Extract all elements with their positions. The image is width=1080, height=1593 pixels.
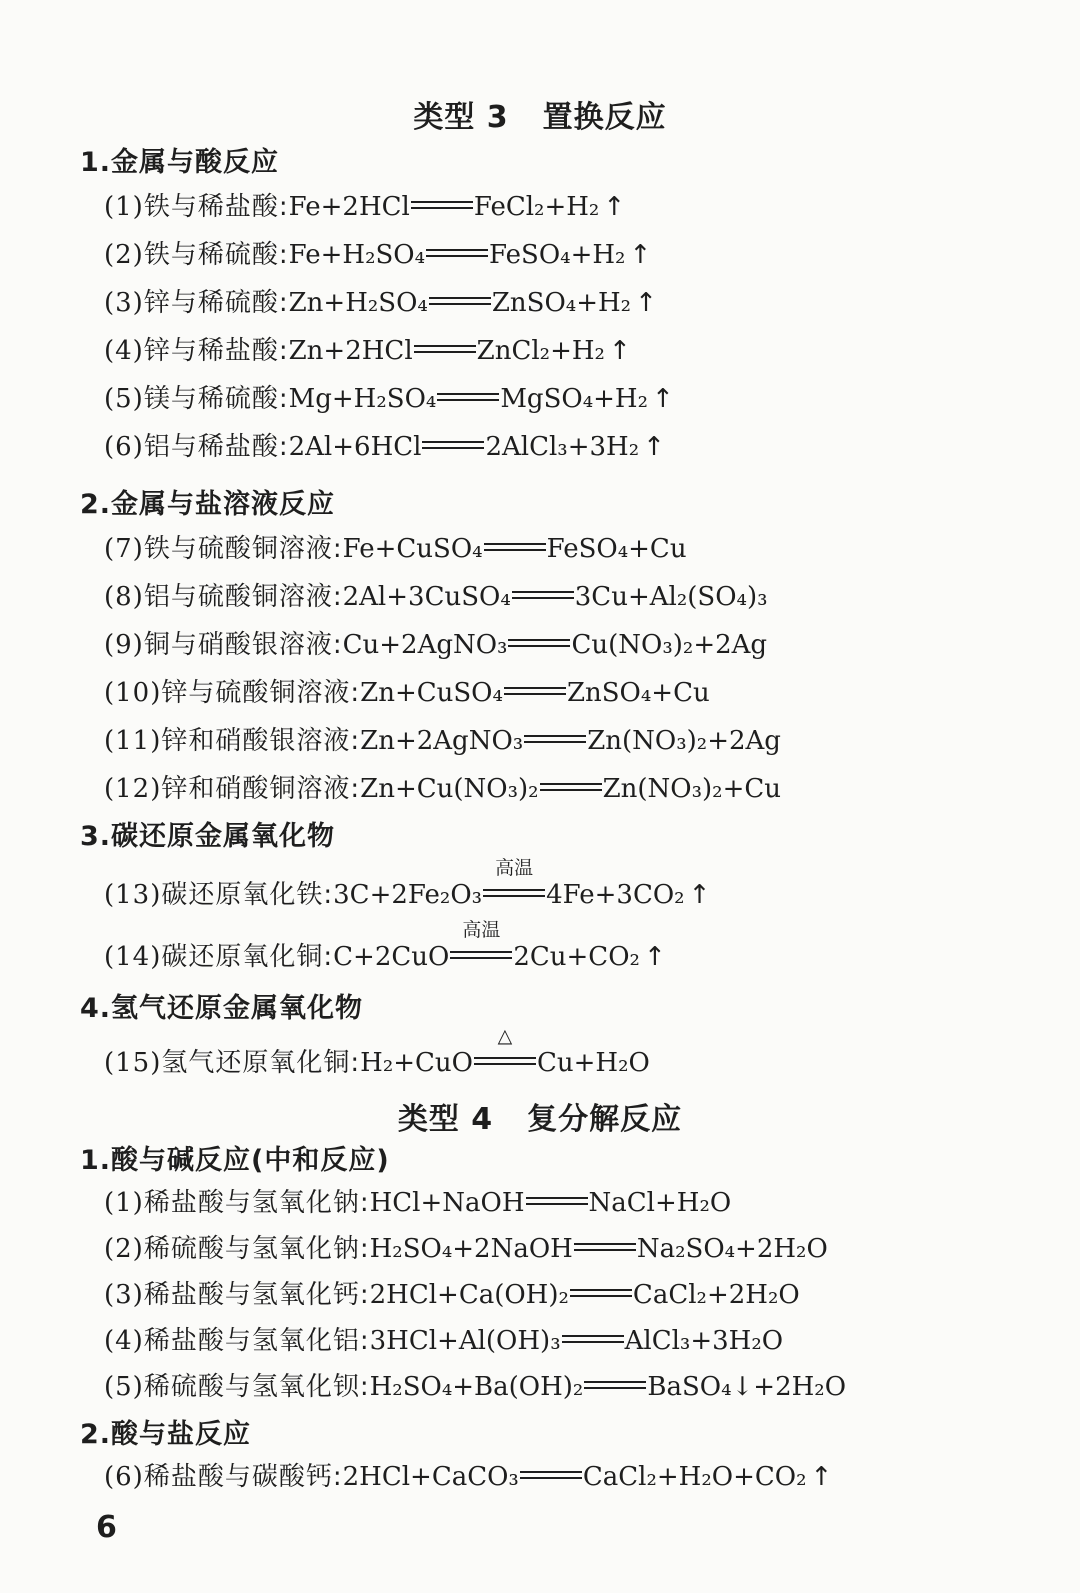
equals-sign bbox=[508, 637, 570, 649]
equals-sign bbox=[574, 1241, 636, 1253]
reaction-lhs: Zn+CuSO₄ bbox=[360, 678, 503, 708]
reaction-name: 铁与稀盐酸: bbox=[143, 192, 289, 222]
gas-arrow-icon: ↑ bbox=[652, 384, 674, 414]
equals-sign bbox=[562, 1333, 624, 1345]
reaction-number: (2) bbox=[104, 1234, 144, 1264]
reaction-lhs: Fe+CuSO₄ bbox=[342, 534, 483, 564]
equals-sign bbox=[422, 439, 484, 451]
equals-sign bbox=[474, 1025, 536, 1067]
reaction-name: 碳还原氧化铁: bbox=[161, 880, 334, 910]
equals-sign bbox=[483, 857, 545, 899]
equals-sign bbox=[429, 295, 491, 307]
reaction-lhs: HCl+NaOH bbox=[369, 1188, 525, 1218]
equals-sign bbox=[484, 541, 546, 553]
reaction-rhs: FeCl₂+H₂ bbox=[473, 192, 600, 222]
gas-arrow-icon: ↑ bbox=[603, 192, 626, 222]
reaction-number: (2) bbox=[104, 240, 144, 270]
reaction-rhs: Zn(NO₃)₂+Cu bbox=[602, 774, 782, 804]
reaction-line bbox=[104, 1324, 783, 1358]
reaction-line bbox=[104, 334, 631, 368]
reaction-name: 稀盐酸与氢氧化钠: bbox=[143, 1188, 370, 1218]
reaction-line bbox=[104, 190, 625, 224]
reaction-lhs: H₂+CuO bbox=[360, 1048, 473, 1078]
reaction-number: (15) bbox=[104, 1048, 162, 1078]
reaction-lhs: Zn+2AgNO₃ bbox=[360, 726, 524, 756]
reaction-lhs: Zn+H₂SO₄ bbox=[288, 288, 428, 318]
reaction-number: (5) bbox=[104, 1372, 144, 1402]
reaction-number: (7) bbox=[104, 534, 144, 564]
reaction-lhs: H₂SO₄+Ba(OH)₂ bbox=[369, 1372, 584, 1402]
reaction-rhs: AlCl₃+3H₂O bbox=[624, 1326, 784, 1356]
reaction-line bbox=[104, 919, 666, 974]
reaction-line bbox=[104, 382, 674, 416]
equals-sign bbox=[512, 589, 574, 601]
reaction-line bbox=[104, 430, 665, 464]
reaction-rhs: FeSO₄+H₂ bbox=[489, 240, 626, 270]
reaction-rhs: Cu+H₂O bbox=[536, 1048, 650, 1078]
reaction-name: 氢气还原氧化铜: bbox=[161, 1048, 361, 1078]
reaction-line bbox=[104, 676, 710, 710]
reaction-number: (8) bbox=[104, 582, 144, 612]
reaction-rhs: 4Fe+3CO₂ bbox=[546, 880, 685, 910]
reaction-name: 铁与硫酸铜溶液: bbox=[143, 534, 343, 564]
equals-sign bbox=[450, 919, 512, 961]
reaction-name: 稀硫酸与氢氧化钠: bbox=[143, 1234, 370, 1264]
reaction-name: 铜与硝酸银溶液: bbox=[143, 630, 343, 660]
reaction-rhs: 2Cu+CO₂ bbox=[513, 942, 640, 972]
reaction-rhs: 3Cu+Al₂(SO₄)₃ bbox=[574, 582, 768, 612]
type3-title-label: 类型 3 bbox=[413, 100, 509, 135]
equals-sign bbox=[584, 1379, 646, 1391]
reaction-number: (13) bbox=[104, 880, 162, 910]
reaction-number: (6) bbox=[104, 432, 144, 462]
reaction-number: (5) bbox=[104, 384, 144, 414]
reaction-line bbox=[104, 580, 768, 614]
reaction-line bbox=[104, 1025, 650, 1080]
reaction-condition: △ bbox=[497, 1025, 513, 1047]
reaction-name: 铝与稀盐酸: bbox=[143, 432, 289, 462]
reaction-condition: 高温 bbox=[462, 919, 501, 941]
gas-arrow-icon: ↑ bbox=[643, 432, 665, 462]
reaction-rhs: Cu(NO₃)₂+2Ag bbox=[571, 630, 768, 660]
reaction-lhs: 2HCl+CaCO₃ bbox=[342, 1462, 519, 1492]
reaction-rhs: CaCl₂+2H₂O bbox=[632, 1280, 800, 1310]
reaction-lhs: C+2CuO bbox=[333, 942, 450, 972]
reaction-rhs: ZnSO₄+Cu bbox=[566, 678, 710, 708]
section-heading: 2.酸与盐反应 bbox=[80, 1419, 252, 1450]
reaction-number: (3) bbox=[104, 1280, 144, 1310]
reaction-name: 稀盐酸与氢氧化钙: bbox=[143, 1280, 370, 1310]
reaction-line bbox=[104, 1460, 832, 1494]
gas-arrow-icon: ↑ bbox=[629, 240, 652, 270]
gas-arrow-icon: ↑ bbox=[635, 288, 657, 318]
reaction-rhs: MgSO₄+H₂ bbox=[500, 384, 649, 414]
reaction-line bbox=[104, 1186, 731, 1220]
reaction-line bbox=[104, 238, 651, 272]
reaction-name: 铁与稀硫酸: bbox=[143, 240, 289, 270]
reaction-number: (10) bbox=[104, 678, 162, 708]
section-heading: 1.金属与酸反应 bbox=[80, 147, 280, 178]
gas-arrow-icon: ↑ bbox=[810, 1462, 833, 1492]
reaction-rhs: BaSO₄↓+2H₂O bbox=[647, 1372, 847, 1402]
gas-arrow-icon: ↑ bbox=[608, 336, 631, 366]
reaction-rhs: Zn(NO₃)₂+2Ag bbox=[587, 726, 781, 756]
reaction-name: 锌和硝酸铜溶液: bbox=[161, 774, 361, 804]
reaction-number: (1) bbox=[104, 192, 144, 222]
reaction-number: (14) bbox=[104, 942, 162, 972]
equals-sign bbox=[570, 1287, 632, 1299]
reaction-line bbox=[104, 857, 711, 912]
reaction-rhs: ZnCl₂+H₂ bbox=[476, 336, 605, 366]
reaction-lhs: 2HCl+Ca(OH)₂ bbox=[369, 1280, 569, 1310]
reaction-name: 锌与硫酸铜溶液: bbox=[161, 678, 361, 708]
gas-arrow-icon: ↑ bbox=[688, 880, 711, 910]
reaction-lhs: 3HCl+Al(OH)₃ bbox=[369, 1326, 561, 1356]
reaction-lhs: 2Al+6HCl bbox=[288, 432, 422, 462]
equals-sign bbox=[520, 1469, 582, 1481]
reaction-name: 碳还原氧化铜: bbox=[161, 942, 334, 972]
reaction-rhs: ZnSO₄+H₂ bbox=[491, 288, 632, 318]
equals-sign bbox=[504, 685, 566, 697]
reaction-rhs: 2AlCl₃+3H₂ bbox=[485, 432, 640, 462]
page-number: 6 bbox=[96, 1510, 117, 1545]
reaction-line bbox=[104, 532, 687, 566]
reaction-name: 锌与稀硫酸: bbox=[143, 288, 289, 318]
reaction-lhs: Mg+H₂SO₄ bbox=[288, 384, 437, 414]
reaction-lhs: Cu+2AgNO₃ bbox=[342, 630, 508, 660]
section-heading: 4.氢气还原金属氧化物 bbox=[80, 993, 364, 1024]
equals-sign bbox=[426, 247, 488, 259]
equals-sign bbox=[540, 781, 602, 793]
reaction-line bbox=[104, 628, 767, 662]
equals-sign bbox=[526, 1195, 588, 1207]
reaction-lhs: 3C+2Fe₂O₃ bbox=[333, 880, 483, 910]
equals-sign bbox=[414, 343, 476, 355]
reaction-line bbox=[104, 286, 657, 320]
reaction-name: 稀硫酸与氢氧化钡: bbox=[143, 1372, 370, 1402]
type3-title bbox=[0, 92, 1080, 136]
equals-sign bbox=[411, 199, 473, 211]
section-heading: 1.酸与碱反应(中和反应) bbox=[80, 1145, 390, 1176]
section-heading: 3.碳还原金属氧化物 bbox=[80, 821, 336, 852]
reaction-line bbox=[104, 1370, 846, 1404]
reaction-number: (12) bbox=[104, 774, 162, 804]
reaction-rhs: CaCl₂+H₂O+CO₂ bbox=[582, 1462, 807, 1492]
reaction-lhs: Fe+2HCl bbox=[288, 192, 410, 222]
equals-sign bbox=[524, 733, 586, 745]
reaction-line bbox=[104, 1278, 800, 1312]
reaction-line bbox=[104, 1232, 828, 1266]
reaction-rhs: Na₂SO₄+2H₂O bbox=[636, 1234, 828, 1264]
type4-title bbox=[0, 1094, 1080, 1138]
reaction-lhs: 2Al+3CuSO₄ bbox=[342, 582, 511, 612]
reaction-number: (1) bbox=[104, 1188, 144, 1218]
type4-title-label: 类型 4 bbox=[397, 1102, 494, 1137]
reaction-lhs: H₂SO₄+2NaOH bbox=[369, 1234, 573, 1264]
reaction-name: 稀盐酸与碳酸钙: bbox=[143, 1462, 343, 1492]
equals-sign bbox=[437, 391, 499, 403]
reaction-name: 铝与硫酸铜溶液: bbox=[143, 582, 343, 612]
reaction-name: 稀盐酸与氢氧化铝: bbox=[143, 1326, 370, 1356]
reaction-lhs: Zn+2HCl bbox=[288, 336, 413, 366]
type4-title-subtitle: 复分解反应 bbox=[527, 1102, 683, 1137]
reaction-name: 镁与稀硫酸: bbox=[143, 384, 289, 414]
reaction-lhs: Fe+H₂SO₄ bbox=[288, 240, 426, 270]
reaction-line bbox=[104, 772, 781, 806]
reaction-rhs: FeSO₄+Cu bbox=[546, 534, 687, 564]
reaction-name: 锌与稀盐酸: bbox=[143, 336, 289, 366]
reaction-condition: 高温 bbox=[495, 857, 534, 879]
reaction-line bbox=[104, 724, 781, 758]
reaction-number: (4) bbox=[104, 1326, 144, 1356]
reaction-number: (4) bbox=[104, 336, 144, 366]
reaction-number: (6) bbox=[104, 1462, 144, 1492]
reaction-rhs: NaCl+H₂O bbox=[588, 1188, 732, 1218]
reaction-number: (9) bbox=[104, 630, 144, 660]
section-heading: 2.金属与盐溶液反应 bbox=[80, 489, 336, 520]
reaction-lhs: Zn+Cu(NO₃)₂ bbox=[360, 774, 539, 804]
reaction-name: 锌和硝酸银溶液: bbox=[161, 726, 361, 756]
gas-arrow-icon: ↑ bbox=[643, 942, 666, 972]
reaction-number: (11) bbox=[104, 726, 162, 756]
type3-title-subtitle: 置换反应 bbox=[542, 100, 667, 135]
reaction-number: (3) bbox=[104, 288, 144, 318]
